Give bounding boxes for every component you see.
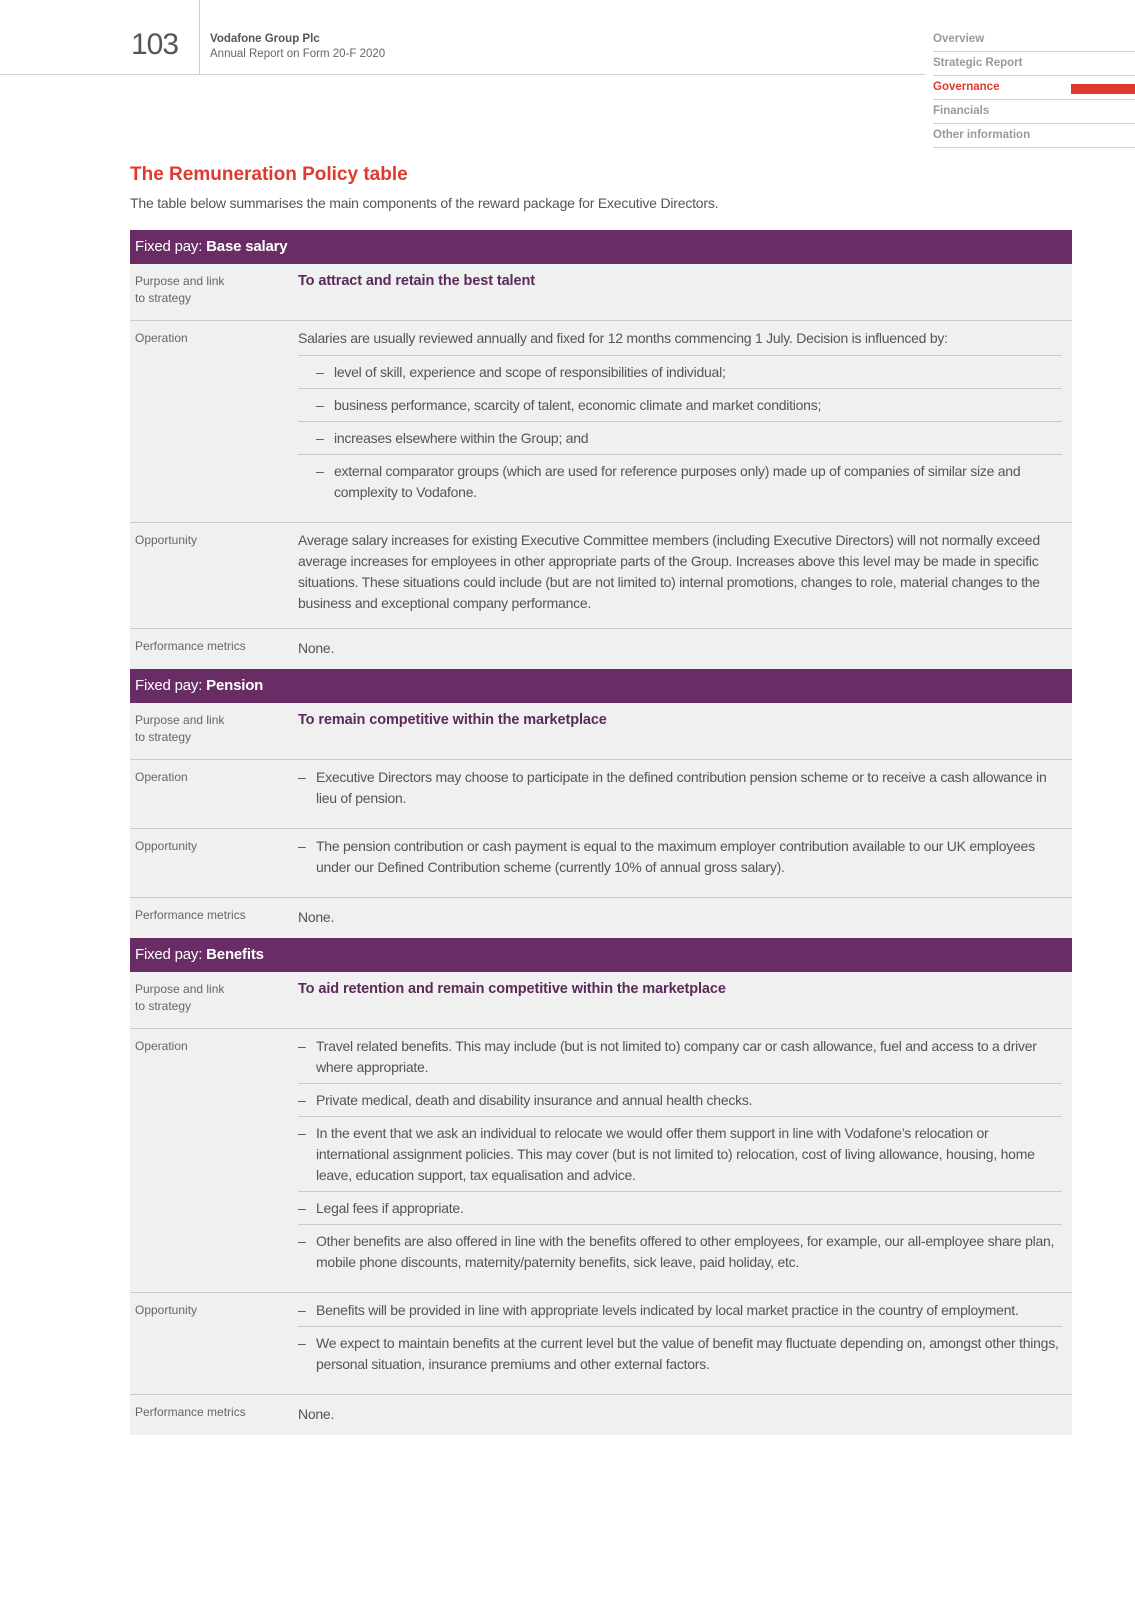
metrics-row bbox=[130, 629, 1072, 669]
section-nav bbox=[933, 28, 1135, 148]
nav-item-governance[interactable] bbox=[933, 76, 1135, 100]
section-name: Benefits bbox=[206, 946, 264, 963]
list-item: – business performance, scarcity of talent, economic climate and market conditions; bbox=[298, 388, 1062, 421]
section-prefix: Fixed pay: bbox=[135, 677, 203, 694]
purpose-row bbox=[130, 264, 1072, 321]
opportunity-row bbox=[130, 1293, 1072, 1395]
page-number: 103 bbox=[131, 28, 179, 61]
operation-body bbox=[298, 760, 1072, 828]
metrics-label: Performance metrics bbox=[135, 908, 246, 922]
list-item: – Legal fees if appropriate. bbox=[298, 1191, 1062, 1224]
operation-label: Operation bbox=[135, 770, 188, 784]
list-item: – Other benefits are also offered in line with the benefits offered to other employees, for example, our all-employee share plan, mobile phone discounts, maternity/paternity benefits, sick leave, paid holiday, etc. bbox=[298, 1224, 1062, 1278]
opportunity-body bbox=[298, 1293, 1072, 1394]
purpose-label: Purpose and link to strategy bbox=[135, 982, 225, 1013]
opportunity-label: Opportunity bbox=[135, 533, 198, 547]
section-header-base-salary bbox=[130, 230, 1072, 264]
section-prefix: Fixed pay: bbox=[135, 238, 203, 255]
nav-item-strategic-report[interactable]: Strategic Report bbox=[933, 52, 1135, 76]
metrics-row bbox=[130, 898, 1072, 938]
list-item: – level of skill, experience and scope of responsibilities of individual; bbox=[298, 355, 1062, 388]
nav-item-governance-label: Governance bbox=[933, 81, 1000, 93]
list-item: – Benefits will be provided in line with appropriate levels indicated by local market practice in the country of employment. bbox=[298, 1302, 1019, 1318]
metrics-text: None. bbox=[298, 640, 335, 656]
nav-item-other-information[interactable]: Other information bbox=[933, 124, 1135, 148]
metrics-label: Performance metrics bbox=[135, 1405, 246, 1419]
metrics-label: Performance metrics bbox=[135, 639, 246, 653]
list-item: – Travel related benefits. This may include (but is not limited to) company car or cash allowance, fuel and access to a driver where appropriate. bbox=[298, 1038, 1037, 1075]
opportunity-row bbox=[130, 523, 1072, 629]
operation-label: Operation bbox=[135, 1039, 188, 1053]
remuneration-policy-table bbox=[130, 230, 1072, 1435]
operation-row bbox=[130, 321, 1072, 523]
company-name: Vodafone Group Plc bbox=[210, 33, 320, 45]
section-header-pension bbox=[130, 669, 1072, 703]
opportunity-label: Opportunity bbox=[135, 1303, 198, 1317]
list-item: – We expect to maintain benefits at the current level but the value of benefit may fluctuate depending on, amongst other things, personal situation, insurance premiums and other external factors. bbox=[298, 1326, 1062, 1380]
purpose-label: Purpose and link to strategy bbox=[135, 274, 225, 305]
metrics-text: None. bbox=[298, 909, 335, 925]
opportunity-row bbox=[130, 829, 1072, 898]
section-prefix: Fixed pay: bbox=[135, 946, 203, 963]
purpose-label: Purpose and link to strategy bbox=[135, 713, 225, 744]
section-name: Base salary bbox=[206, 238, 288, 255]
list-item: – increases elsewhere within the Group; and bbox=[298, 421, 1062, 454]
section-header-benefits bbox=[130, 938, 1072, 972]
list-item: – In the event that we ask an individual to relocate we would offer them support in line with Vodafone’s relocation or international assignment policies. This may cover (but is not limited to) relocation, cost of living allowance, housing, home leave, education support, tax equalisation and advice. bbox=[298, 1116, 1062, 1191]
operation-body bbox=[298, 1029, 1072, 1292]
opportunity-label: Opportunity bbox=[135, 839, 198, 853]
opportunity-text: Average salary increases for existing Executive Committee members (including Executive Directors) will not normally exceed average increases for employees in other appropriate parts of the Group. Increases above this level may be made in specific situations. These situations could include (but are not limited to) internal promotions, changes to role, material changes to the business and exceptional company performance. bbox=[298, 532, 1040, 611]
report-title: Annual Report on Form 20-F 2020 bbox=[210, 48, 386, 60]
active-indicator bbox=[1071, 84, 1135, 94]
nav-item-financials[interactable]: Financials bbox=[933, 100, 1135, 124]
purpose-text: To attract and retain the best talent bbox=[298, 273, 535, 289]
metrics-text: None. bbox=[298, 1406, 335, 1422]
section-name: Pension bbox=[206, 677, 264, 694]
header-divider bbox=[199, 0, 200, 75]
header-rule bbox=[0, 74, 925, 75]
list-item: – The pension contribution or cash payment is equal to the maximum employer contribution available to our UK employees under our Defined Contribution scheme (currently 10% of annual gross salary). bbox=[298, 838, 1035, 875]
opportunity-body bbox=[298, 829, 1072, 897]
purpose-text: To remain competitive within the marketplace bbox=[298, 712, 607, 728]
page-title: The Remuneration Policy table bbox=[130, 164, 408, 185]
operation-lead: Salaries are usually reviewed annually and fixed for 12 months commencing 1 July. Decision is influenced by: bbox=[298, 330, 948, 346]
metrics-row bbox=[130, 1395, 1072, 1435]
operation-row bbox=[130, 760, 1072, 829]
list-item: – Private medical, death and disability insurance and annual health checks. bbox=[298, 1083, 1062, 1116]
operation-body bbox=[298, 321, 1072, 522]
purpose-row bbox=[130, 972, 1072, 1029]
list-item: – external comparator groups (which are used for reference purposes only) made up of companies of similar size and complexity to Vodafone. bbox=[298, 454, 1062, 508]
operation-row bbox=[130, 1029, 1072, 1293]
nav-item-overview[interactable]: Overview bbox=[933, 28, 1135, 52]
intro-text: The table below summarises the main components of the reward package for Executive Directors. bbox=[130, 195, 719, 211]
purpose-row bbox=[130, 703, 1072, 760]
purpose-text: To aid retention and remain competitive within the marketplace bbox=[298, 981, 726, 997]
list-item: – Executive Directors may choose to participate in the defined contribution pension scheme or to receive a cash allowance in lieu of pension. bbox=[298, 769, 1047, 806]
operation-label: Operation bbox=[135, 331, 188, 345]
